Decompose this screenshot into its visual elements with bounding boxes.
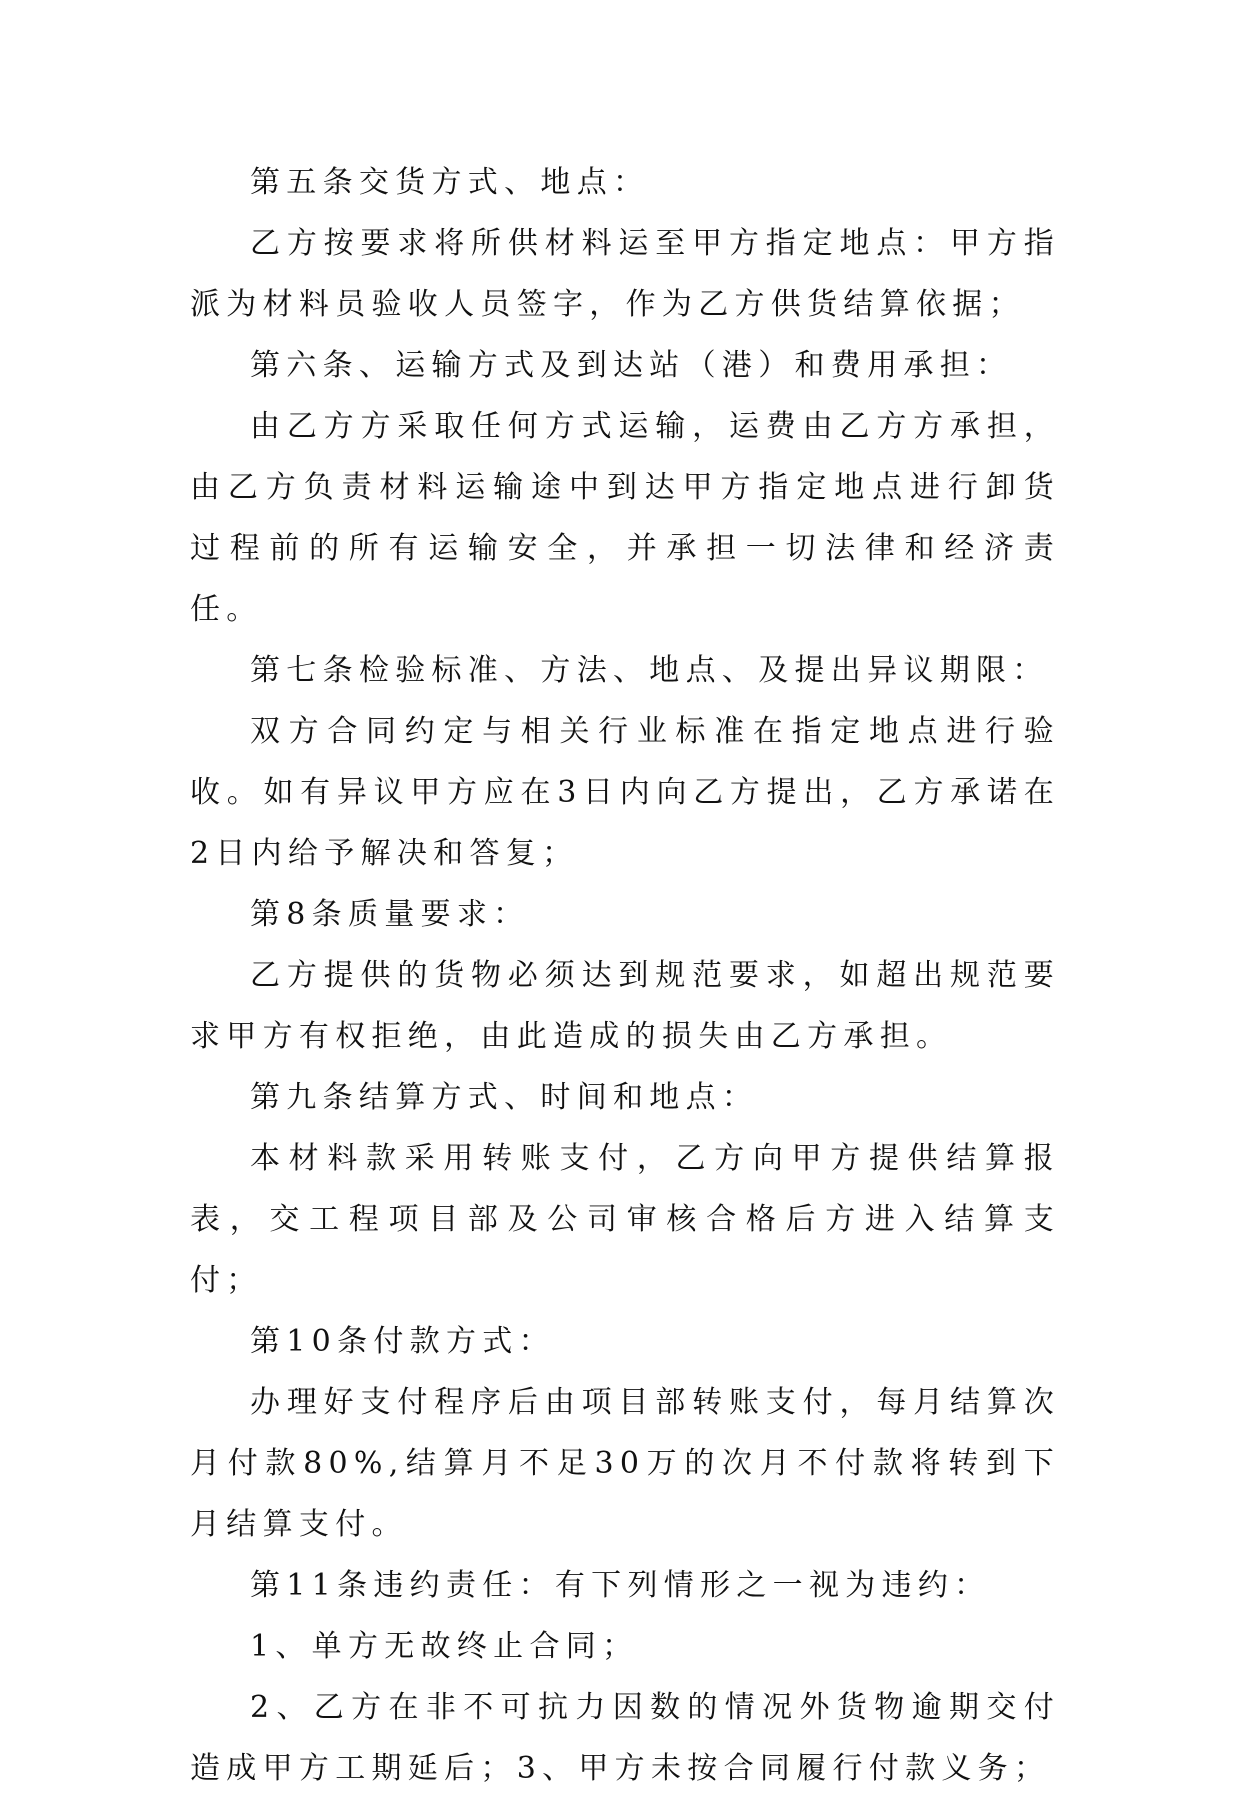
clause-11-item-2-3: 2、乙方在非不可抗力因数的情况外货物逾期交付造成甲方工期延后；3、甲方未按合同履行付款义务；: [190, 1690, 1060, 1786]
clause-10-text: 办理好支付程序后由项目部转账支付，每月结算次月付款80%,结算月不足30万的次月不付款将转到下月结算支付。: [190, 1385, 1060, 1542]
clause-6-text: 由乙方方采取任何方式运输，运费由乙方方承担，由乙方负责材料运输途中到达甲方指定地点进行卸货过程前的所有运输安全，并承担一切法律和经济责任。: [190, 409, 1060, 627]
clause-8-text: 乙方提供的货物必须达到规范要求，如超出规范要求甲方有权拒绝，由此造成的损失由乙方承担。: [190, 958, 1060, 1054]
clause-9-heading: 第九条结算方式、时间和地点：: [250, 1080, 759, 1115]
clause-10-heading: 第10条付款方式：: [250, 1324, 555, 1359]
clause-7-heading: 第七条检验标准、方法、地点、及提出异议期限：: [250, 653, 1049, 688]
document-body: [190, 152, 1060, 1799]
clause-7-text: 双方合同约定与相关行业标准在指定地点进行验收。如有异议甲方应在3日内向乙方提出，乙方承诺在2日内给予解决和答复；: [190, 714, 1060, 871]
clause-5-text: 乙方按要求将所供材料运至甲方指定地点：甲方指派为材料员验收人员签字，作为乙方供货结算依据；: [190, 226, 1060, 322]
clause-11-item-1: 1、单方无故终止合同；: [250, 1629, 639, 1664]
clause-5-heading: 第五条交货方式、地点：: [250, 165, 650, 200]
clause-11-heading: 第11条违约责任：有下列情形之一视为违约：: [250, 1568, 991, 1603]
clause-9-text: 本材料款采用转账支付，乙方向甲方提供结算报表，交工程项目部及公司审核合格后方进入结算支付；: [190, 1141, 1060, 1298]
clause-8-heading: 第8条质量要求：: [250, 897, 530, 932]
clause-6-heading: 第六条、运输方式及到达站（港）和费用承担：: [250, 348, 1013, 383]
